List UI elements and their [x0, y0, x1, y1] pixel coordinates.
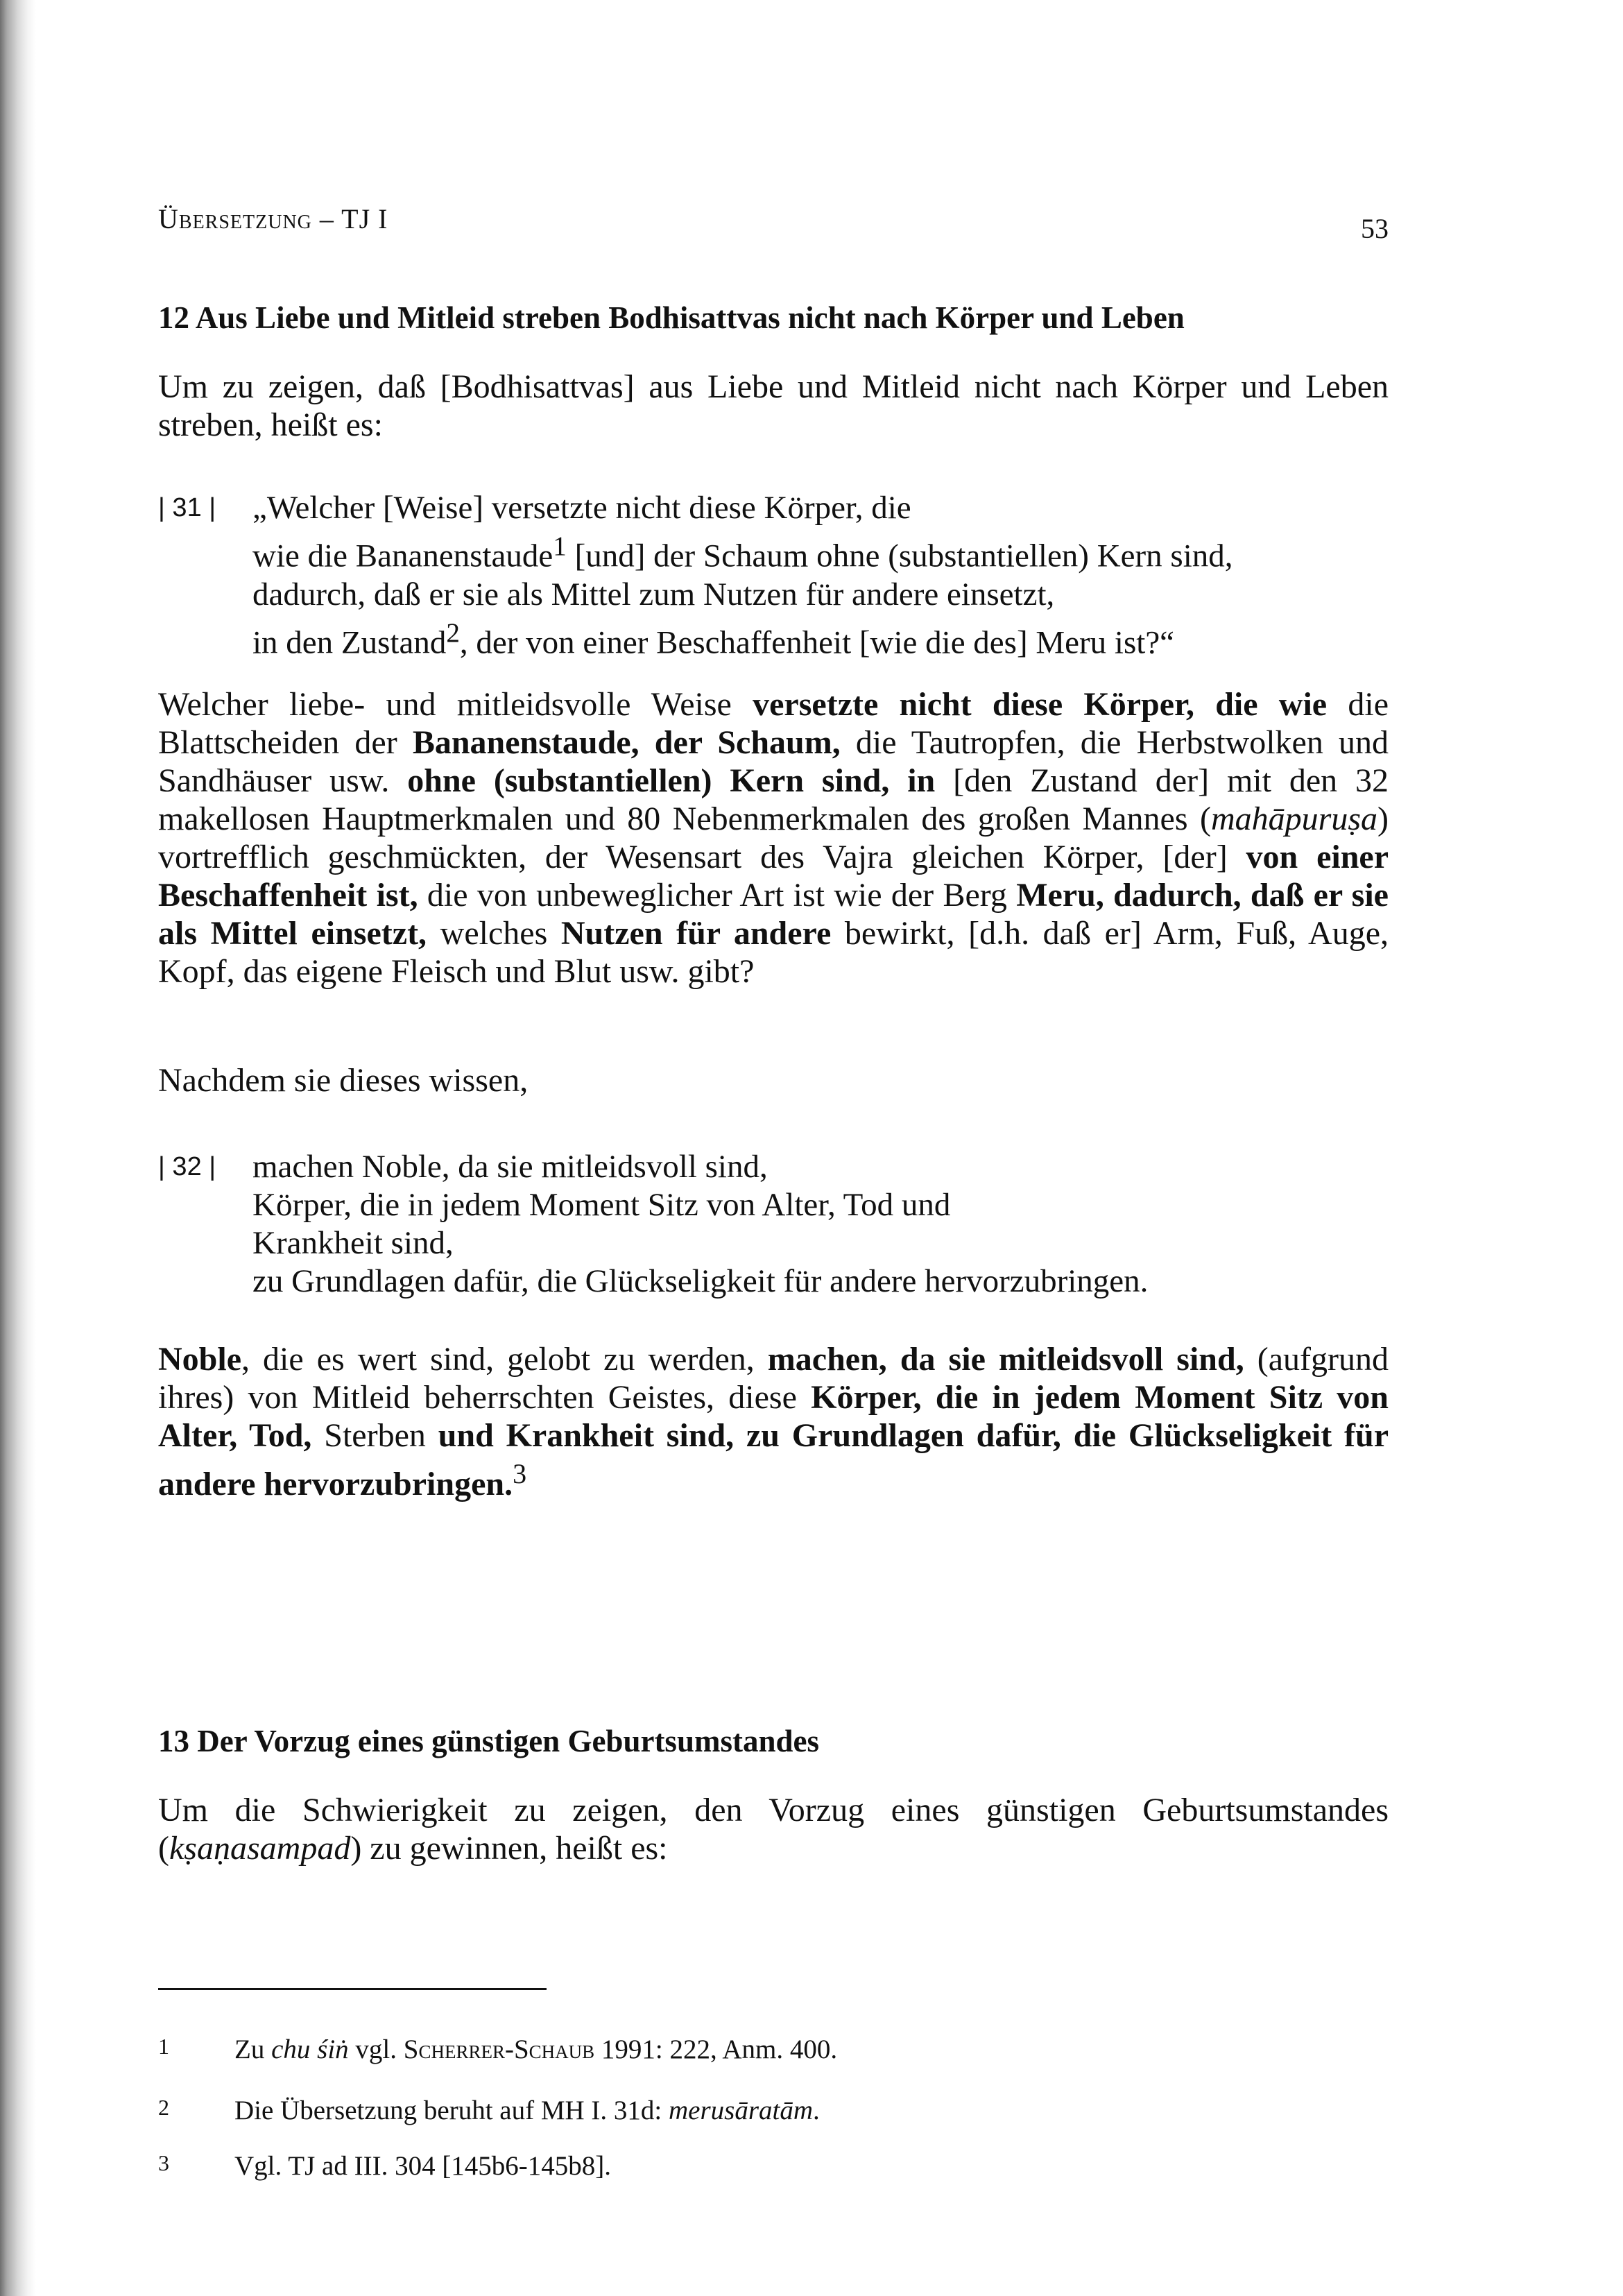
verse-lines — [252, 1148, 1148, 1301]
verse-line: Krankheit sind, — [252, 1225, 454, 1261]
footnote-ref-1: 1 — [553, 531, 567, 561]
footnote-number: 1 — [158, 2034, 169, 2059]
commentary-31: Welcher liebe- und mitleidsvolle Weise versetzte nicht diese Körper, die wie die Blattscheiden der Bananenstaude, der Schaum, die Tautropfen, die Herbstwolken und Sandhäuser usw. ohne (substantiellen) Kern sind, in [den Zustand der] mit den 32 makellosen Hauptmerkmalen und 80 Nebenmerkmalen des großen Mannes (mahāpuruṣa) vortrefflich geschmückten, der Wesensart des Vajra gleichen Körper, [der] von einer Beschaffenheit ist, die von unbeweglicher Art ist wie der Berg Meru, dadurch, daß er sie als Mittel einsetzt, welches Nutzen für andere bewirkt, [d.h. daß er] Arm, Fuß, Auge, Kopf, das eigene Fleisch und Blut usw. gibt? — [158, 686, 1389, 990]
footnote-text: Zu chu śiṅ vgl. Scherrer-Schaub 1991: 222, Anm. 400. — [234, 2034, 838, 2064]
footnote-text: Die Übersetzung beruht auf MH I. 31d: merusāratām. — [234, 2096, 820, 2125]
verse-line: machen Noble, da sie mitleidsvoll sind, — [252, 1149, 768, 1185]
verse-line: „Welcher [Weise] versetzte nicht diese Körper, die — [252, 490, 911, 526]
verse-line: zu Grundlagen dafür, die Glückseligkeit für andere hervorzubringen. — [252, 1263, 1149, 1299]
verse-number: | 31 | — [158, 493, 216, 522]
page-number: 53 — [1361, 213, 1389, 244]
section-13-heading: 13 Der Vorzug eines günstigen Geburtsumstandes — [158, 1724, 819, 1758]
section-12-heading: 12 Aus Liebe und Mitleid streben Bodhisattvas nicht nach Körper und Leben — [158, 300, 1185, 335]
footnote-number: 2 — [158, 2095, 169, 2120]
verse-line: in den Zustand$^2$, der von einer Beschaffenheit [wie die des] Meru ist?“ — [252, 617, 1175, 661]
section-12-intro: Um zu zeigen, daß [Bodhisattvas] aus Liebe und Mitleid nicht nach Körper und Leben streben, heißt es: — [158, 368, 1389, 443]
commentary-32: Noble, die es wert sind, gelobt zu werden, machen, da sie mitleidsvoll sind, (aufgrund ihres) von Mitleid beherrschten Geistes, diese Körper, die in jedem Moment Sitz von Alter, Tod, Sterben und Krankheit sind, zu Grundlagen dafür, die Glückseligkeit für andere hervorzubringen.$^3$ — [158, 1341, 1389, 1502]
verse-line: wie die Bananenstaude$^1$ [und] der Schaum ohne (substantiellen) Kern sind, — [252, 531, 1233, 574]
verse-number: | 32 | — [158, 1152, 216, 1181]
verse-lines — [252, 489, 1233, 662]
footnote-divider — [158, 1988, 547, 1990]
footnote-text: Vgl. TJ ad III. 304 [145b6-145b8]. — [234, 2151, 612, 2181]
transition-line: Nachdem sie dieses wissen, — [158, 1062, 529, 1099]
verse-line: Körper, die in jedem Moment Sitz von Alter, Tod und — [252, 1187, 951, 1223]
running-title: Übersetzung – TJ I — [158, 203, 388, 234]
section-13-intro: Um die Schwierigkeit zu zeigen, den Vorzug eines günstigen Geburtsumstandes (kṣaṇasampad) zu gewinnen, heißt es: — [158, 1792, 1389, 1867]
footnote-ref-2: 2 — [446, 617, 460, 648]
footnote-ref-3: 3 — [513, 1458, 527, 1489]
verse-line: dadurch, daß er sie als Mittel zum Nutzen für andere einsetzt, — [252, 576, 1055, 612]
footnote-number: 3 — [158, 2150, 169, 2175]
